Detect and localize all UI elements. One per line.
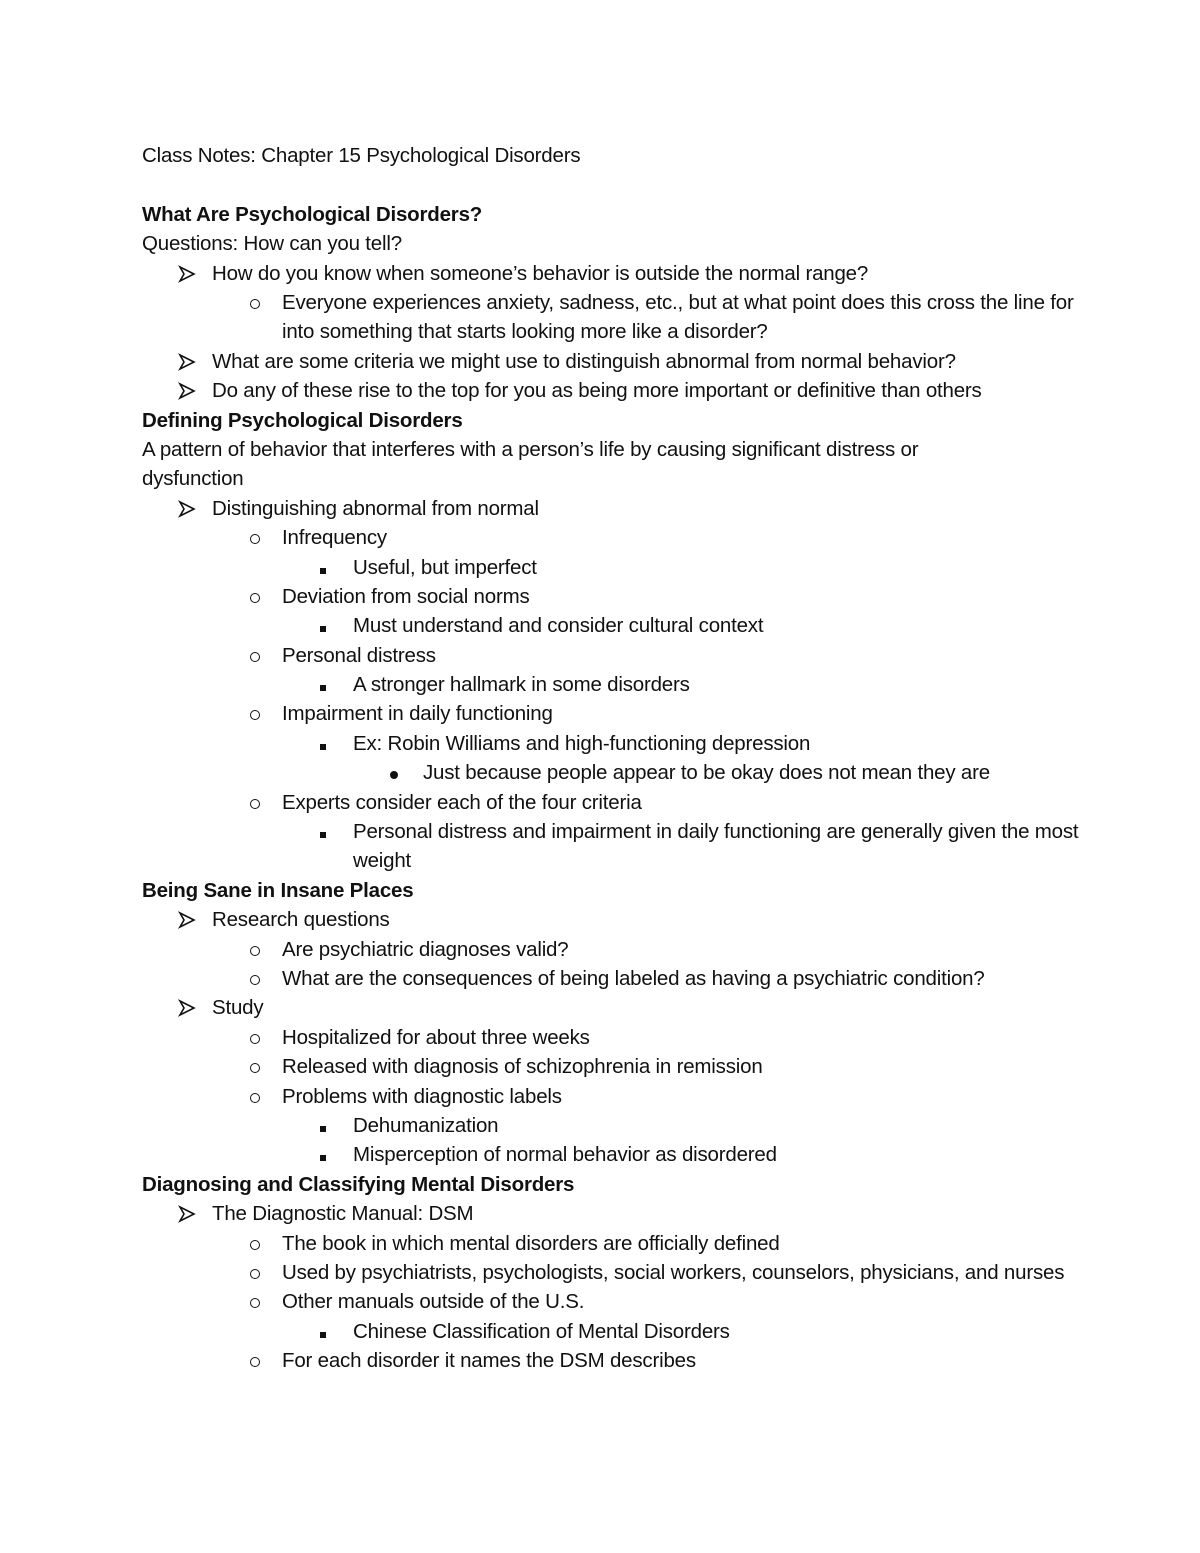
arrow-bullet-icon (177, 1204, 197, 1224)
list-item (142, 993, 1082, 1022)
list-item (142, 582, 1082, 611)
arrow-bullet-icon (177, 381, 197, 401)
arrow-bullet-icon (177, 499, 197, 519)
list-item-text: Experts consider each of the four criteria (282, 790, 642, 814)
arrow-bullet-icon (177, 352, 197, 372)
circle-bullet-icon (250, 593, 260, 603)
dot-bullet-icon (390, 771, 398, 779)
list-item (142, 788, 1082, 817)
list-item (142, 758, 1082, 787)
circle-bullet-icon (250, 975, 260, 985)
list-item (142, 1229, 1082, 1258)
circle-bullet-icon (250, 799, 260, 809)
list-item-text: Must understand and consider cultural context (353, 614, 764, 638)
list-item (142, 699, 1082, 728)
list-item-text: Do any of these rise to the top for you as being more important or definitive than others (212, 379, 982, 403)
list-item-text: Distinguishing abnormal from normal (212, 496, 539, 520)
square-bullet-icon (320, 744, 326, 750)
paragraph: A pattern of behavior that interferes with a person’s life by causing significant distress or dysfunction (142, 437, 919, 491)
document-body (142, 141, 1082, 1376)
square-bullet-icon (320, 626, 326, 632)
circle-bullet-icon (250, 1298, 260, 1308)
circle-bullet-icon (250, 299, 260, 309)
list-item-text: For each disorder it names the DSM describes (282, 1349, 696, 1373)
list-item-text: What are some criteria we might use to distinguish abnormal from normal behavior? (212, 349, 956, 373)
list-item (142, 905, 1082, 934)
list-item (142, 347, 1082, 376)
list-item-text: Released with diagnosis of schizophrenia in remission (282, 1055, 763, 1079)
list-item-text: How do you know when someone’s behavior is outside the normal range? (212, 261, 869, 285)
list-item-text: Infrequency (282, 526, 387, 550)
circle-bullet-icon (250, 946, 260, 956)
list-item (142, 376, 1082, 405)
list-item-text: Other manuals outside of the U.S. (282, 1290, 585, 1314)
list-item-text: Useful, but imperfect (353, 555, 537, 579)
list-item-text: The Diagnostic Manual: DSM (212, 1202, 474, 1226)
list-item (142, 1317, 1082, 1346)
list-item (142, 1082, 1082, 1111)
circle-bullet-icon (250, 534, 260, 544)
list-item-text: Just because people appear to be okay does not mean they are (423, 761, 990, 785)
list-item (142, 670, 1082, 699)
list-item-text: A stronger hallmark in some disorders (353, 673, 690, 697)
section-heading: Defining Psychological Disorders (142, 408, 463, 432)
list-item (142, 1199, 1082, 1228)
circle-bullet-icon (250, 1063, 260, 1073)
list-item (142, 1140, 1082, 1169)
list-item-text: The book in which mental disorders are officially defined (282, 1231, 780, 1255)
arrow-bullet-icon (177, 910, 197, 930)
list-item-text: Study (212, 996, 264, 1020)
list-item-text: Misperception of normal behavior as disordered (353, 1143, 777, 1167)
list-item (142, 259, 1082, 288)
list-item-text: Ex: Robin Williams and high-functioning depression (353, 731, 811, 755)
list-item (142, 729, 1082, 758)
circle-bullet-icon (250, 1269, 260, 1279)
list-item (142, 964, 1082, 993)
list-item-text: Dehumanization (353, 1113, 499, 1137)
list-item (142, 1258, 1082, 1287)
list-item (142, 288, 1082, 347)
circle-bullet-icon (250, 710, 260, 720)
list-item (142, 817, 1082, 876)
list-item (142, 1111, 1082, 1140)
square-bullet-icon (320, 568, 326, 574)
section-heading: What Are Psychological Disorders? (142, 202, 483, 226)
list-item-text: Are psychiatric diagnoses valid? (282, 937, 569, 961)
document-title: Class Notes: Chapter 15 Psychological Disorders (142, 144, 581, 167)
list-item (142, 1346, 1082, 1375)
list-item-text: Personal distress (282, 643, 436, 667)
list-item (142, 1287, 1082, 1316)
section-heading: Diagnosing and Classifying Mental Disorders (142, 1172, 575, 1196)
list-item (142, 1052, 1082, 1081)
list-item (142, 935, 1082, 964)
list-item-text: Personal distress and impairment in daily functioning are generally given the most weight (353, 820, 1079, 873)
list-item-text: Hospitalized for about three weeks (282, 1025, 590, 1049)
list-item (142, 1023, 1082, 1052)
arrow-bullet-icon (177, 998, 197, 1018)
circle-bullet-icon (250, 1034, 260, 1044)
square-bullet-icon (320, 832, 326, 838)
list-item (142, 641, 1082, 670)
section-heading: Being Sane in Insane Places (142, 878, 414, 902)
square-bullet-icon (320, 685, 326, 691)
circle-bullet-icon (250, 652, 260, 662)
list-item (142, 523, 1082, 552)
list-item-text: Chinese Classification of Mental Disorders (353, 1319, 730, 1343)
paragraph: Questions: How can you tell? (142, 232, 402, 256)
circle-bullet-icon (250, 1357, 260, 1367)
list-item (142, 494, 1082, 523)
list-item-text: Problems with diagnostic labels (282, 1084, 562, 1108)
list-item-text: Everyone experiences anxiety, sadness, etc., but at what point does this cross the line for into something that starts looking more like a disorder? (282, 290, 1074, 344)
list-item (142, 611, 1082, 640)
square-bullet-icon (320, 1155, 326, 1161)
arrow-bullet-icon (177, 264, 197, 284)
square-bullet-icon (320, 1332, 326, 1338)
circle-bullet-icon (250, 1240, 260, 1250)
list-item-text: Deviation from social norms (282, 584, 530, 608)
list-item-text: Research questions (212, 908, 390, 932)
list-item-text: Used by psychiatrists, psychologists, social workers, counselors, physicians, and nurses (282, 1260, 1065, 1284)
circle-bullet-icon (250, 1093, 260, 1103)
list-item (142, 553, 1082, 582)
list-item-text: What are the consequences of being labeled as having a psychiatric condition? (282, 967, 985, 991)
square-bullet-icon (320, 1126, 326, 1132)
list-item-text: Impairment in daily functioning (282, 702, 553, 726)
